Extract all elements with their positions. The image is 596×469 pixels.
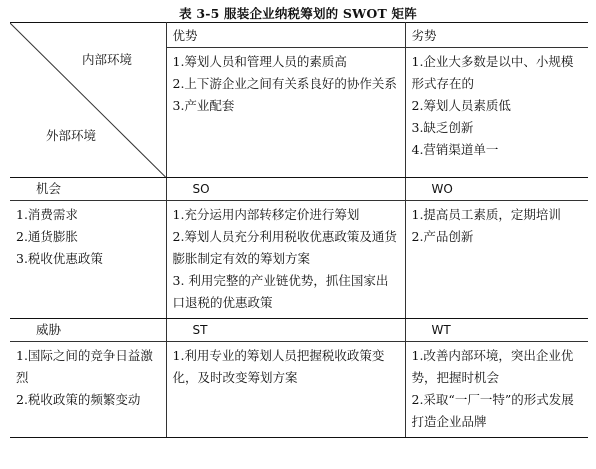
opportunity-label: 机会 [10, 178, 166, 201]
threat-content-row [10, 342, 588, 438]
threats-list [10, 342, 166, 438]
list-item: 1.提高员工素质，定期培训 [411, 207, 561, 222]
list-item: 1.利用专业的筹划人员把握税收政策变化，及时改变筹划方案 [172, 348, 385, 385]
weaknesses-title: 劣势 [405, 23, 588, 48]
list-item: 3.税收优惠政策 [16, 251, 103, 266]
swot-matrix-table [10, 22, 588, 438]
list-item: 2.筹划人员充分利用税收优惠政策及通货膨胀制定有效的筹划方案 [172, 229, 397, 266]
table-caption: 表 3-5 服装企业纳税筹划的 SWOT 矩阵 [179, 6, 417, 21]
weaknesses-list [405, 48, 588, 178]
header-row [10, 23, 588, 48]
list-item: 3.缺乏创新 [411, 120, 474, 135]
list-item: 3. 利用完整的产业链优势，抓住国家出口退税的优惠政策 [172, 273, 389, 310]
outer-environment-label: 外部环境 [46, 128, 97, 143]
list-item: 2.通货膨胀 [16, 229, 78, 244]
wo-label: WO [405, 178, 588, 201]
list-item: 1.企业大多数是以中、小规模形式存在的 [411, 54, 574, 91]
list-item: 3.产业配套 [172, 98, 235, 113]
list-item: 1.筹划人员和管理人员的素质高 [172, 54, 347, 69]
opportunity-label-row [10, 178, 588, 201]
list-item: 4.营销渠道单一 [411, 142, 499, 157]
list-item: 2.筹划人员素质低 [411, 98, 511, 113]
st-label: ST [166, 319, 405, 342]
list-item: 1.改善内部环境，突出企业优势，把握时机会 [411, 348, 574, 385]
threat-label: 威胁 [10, 319, 166, 342]
so-label: SO [166, 178, 405, 201]
wt-label: WT [405, 319, 588, 342]
list-item: 2.产品创新 [411, 229, 474, 244]
so-strategy-list [166, 201, 405, 319]
diagonal-header-cell [10, 23, 166, 178]
list-item: 2.采取“一厂一特”的形式发展打造企业品牌 [411, 392, 574, 429]
strengths-list [166, 48, 405, 178]
opportunities-list [10, 201, 166, 319]
list-item: 1.国际之间的竞争日益激烈 [16, 348, 153, 385]
threat-label-row [10, 319, 588, 342]
inner-environment-label: 内部环境 [82, 52, 133, 67]
list-item: 2.上下游企业之间有关系良好的协作关系 [172, 76, 397, 91]
strengths-title: 优势 [166, 23, 405, 48]
diagonal-line [10, 23, 166, 177]
wo-strategy-list [405, 201, 588, 319]
opportunity-content-row [10, 201, 588, 319]
st-strategy-list [166, 342, 405, 438]
wt-strategy-list [405, 342, 588, 438]
list-item: 1.消费需求 [16, 207, 78, 222]
list-item: 1.充分运用内部转移定价进行筹划 [172, 207, 360, 222]
list-item: 2.税收政策的频繁变动 [16, 392, 141, 407]
